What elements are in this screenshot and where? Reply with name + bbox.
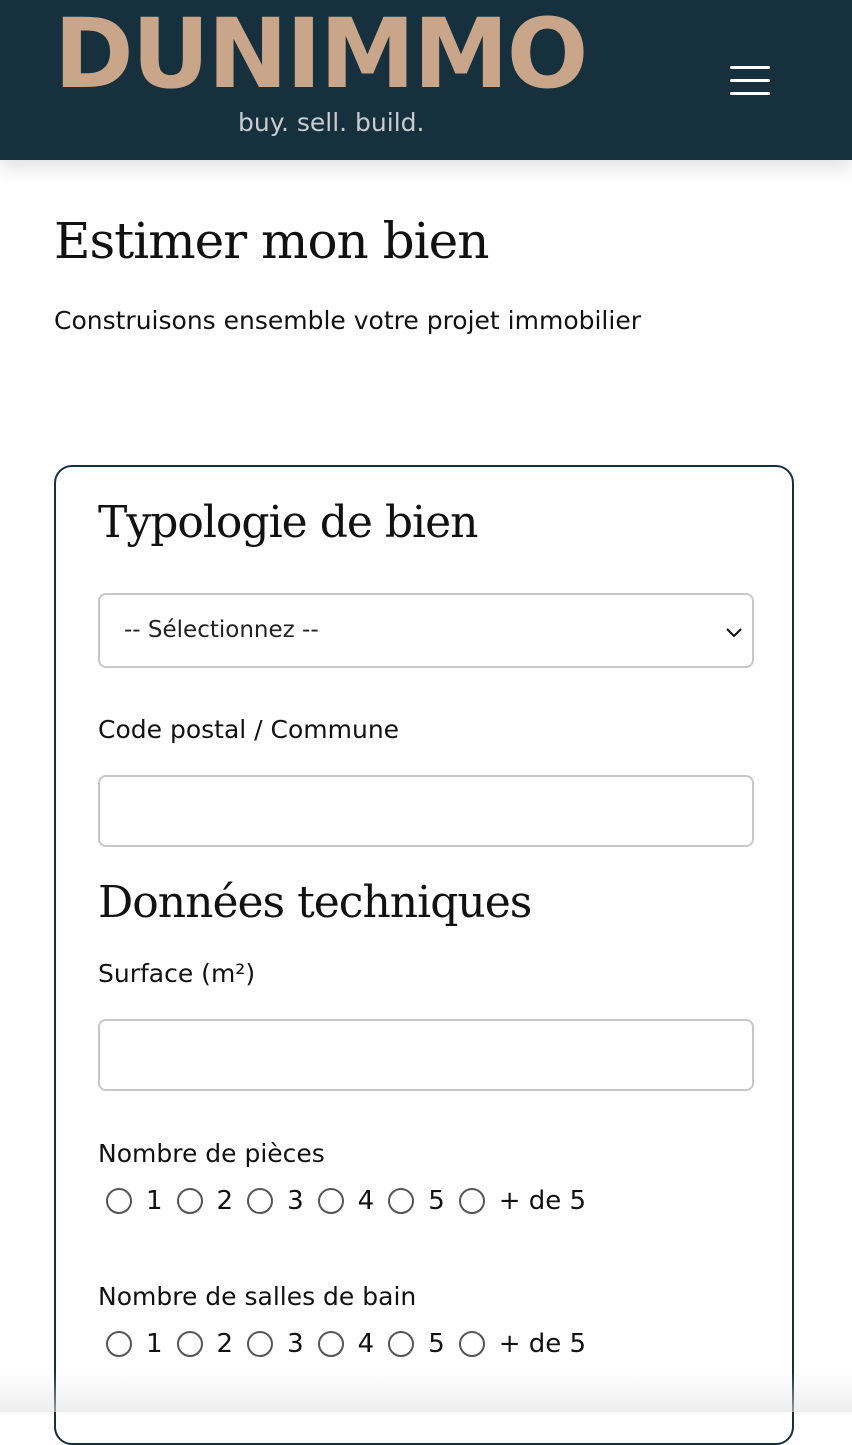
- rooms-option-more[interactable]: [459, 1186, 586, 1216]
- radio-button[interactable]: [459, 1331, 485, 1357]
- logo-tagline: buy. sell. build.: [238, 108, 425, 137]
- surface-input[interactable]: [98, 1019, 754, 1091]
- radio-label: 2: [216, 1186, 234, 1216]
- radio-button[interactable]: [177, 1331, 203, 1357]
- postal-code-label: Code postal / Commune: [98, 715, 400, 744]
- radio-button[interactable]: [388, 1188, 414, 1214]
- bathrooms-option-1[interactable]: [106, 1329, 163, 1359]
- property-type-select-value: -- Sélectionnez --: [124, 617, 319, 643]
- hamburger-line: [730, 79, 770, 82]
- rooms-radio-group: [106, 1181, 600, 1221]
- radio-button[interactable]: [106, 1188, 132, 1214]
- radio-label: 2: [216, 1329, 234, 1359]
- rooms-label: Nombre de pièces: [98, 1139, 325, 1168]
- page-subtitle: Construisons ensemble votre projet immobilier: [54, 306, 641, 335]
- radio-button[interactable]: [247, 1188, 273, 1214]
- postal-code-input[interactable]: [98, 775, 754, 847]
- radio-label: 3: [287, 1186, 304, 1216]
- radio-label: + de 5: [498, 1186, 587, 1216]
- radio-label: 1: [146, 1186, 163, 1216]
- page-title: Estimer mon bien: [54, 212, 489, 270]
- section-title-typologie: Typologie de bien: [98, 497, 478, 548]
- rooms-option-3[interactable]: [247, 1186, 304, 1216]
- surface-label: Surface (m²): [98, 959, 256, 988]
- radio-label: 4: [357, 1329, 375, 1359]
- estimate-form-card: [54, 465, 794, 1445]
- bathrooms-radio-group: [106, 1324, 600, 1364]
- property-type-select[interactable]: [98, 593, 754, 668]
- radio-button[interactable]: [459, 1188, 485, 1214]
- radio-button[interactable]: [318, 1331, 344, 1357]
- rooms-option-5[interactable]: [388, 1186, 445, 1216]
- radio-button[interactable]: [247, 1331, 273, 1357]
- radio-button[interactable]: [318, 1188, 344, 1214]
- site-header: [0, 0, 852, 160]
- rooms-option-4[interactable]: [318, 1186, 375, 1216]
- radio-button[interactable]: [177, 1188, 203, 1214]
- radio-label: 5: [428, 1329, 445, 1359]
- rooms-option-1[interactable]: [106, 1186, 163, 1216]
- hamburger-line: [730, 66, 770, 69]
- radio-label: 4: [357, 1186, 375, 1216]
- radio-button[interactable]: [388, 1331, 414, 1357]
- bathrooms-option-2[interactable]: [177, 1329, 234, 1359]
- radio-button[interactable]: [106, 1331, 132, 1357]
- bathrooms-label: Nombre de salles de bain: [98, 1282, 417, 1311]
- bathrooms-option-3[interactable]: [247, 1329, 304, 1359]
- bathrooms-option-more[interactable]: [459, 1329, 586, 1359]
- bathrooms-option-5[interactable]: [388, 1329, 445, 1359]
- logo[interactable]: [54, 0, 614, 142]
- radio-label: 3: [287, 1329, 304, 1359]
- chevron-down-icon: [722, 620, 746, 644]
- rooms-option-2[interactable]: [177, 1186, 234, 1216]
- radio-label: 5: [428, 1186, 445, 1216]
- logo-text: DUNIMMO: [54, 0, 587, 110]
- section-title-technical: Données techniques: [98, 877, 532, 928]
- bottom-scroll-fade: [0, 1372, 852, 1412]
- hamburger-line: [730, 92, 770, 95]
- bathrooms-option-4[interactable]: [318, 1329, 375, 1359]
- radio-label: 1: [146, 1329, 163, 1359]
- hamburger-icon[interactable]: [726, 62, 772, 98]
- radio-label: + de 5: [498, 1329, 587, 1359]
